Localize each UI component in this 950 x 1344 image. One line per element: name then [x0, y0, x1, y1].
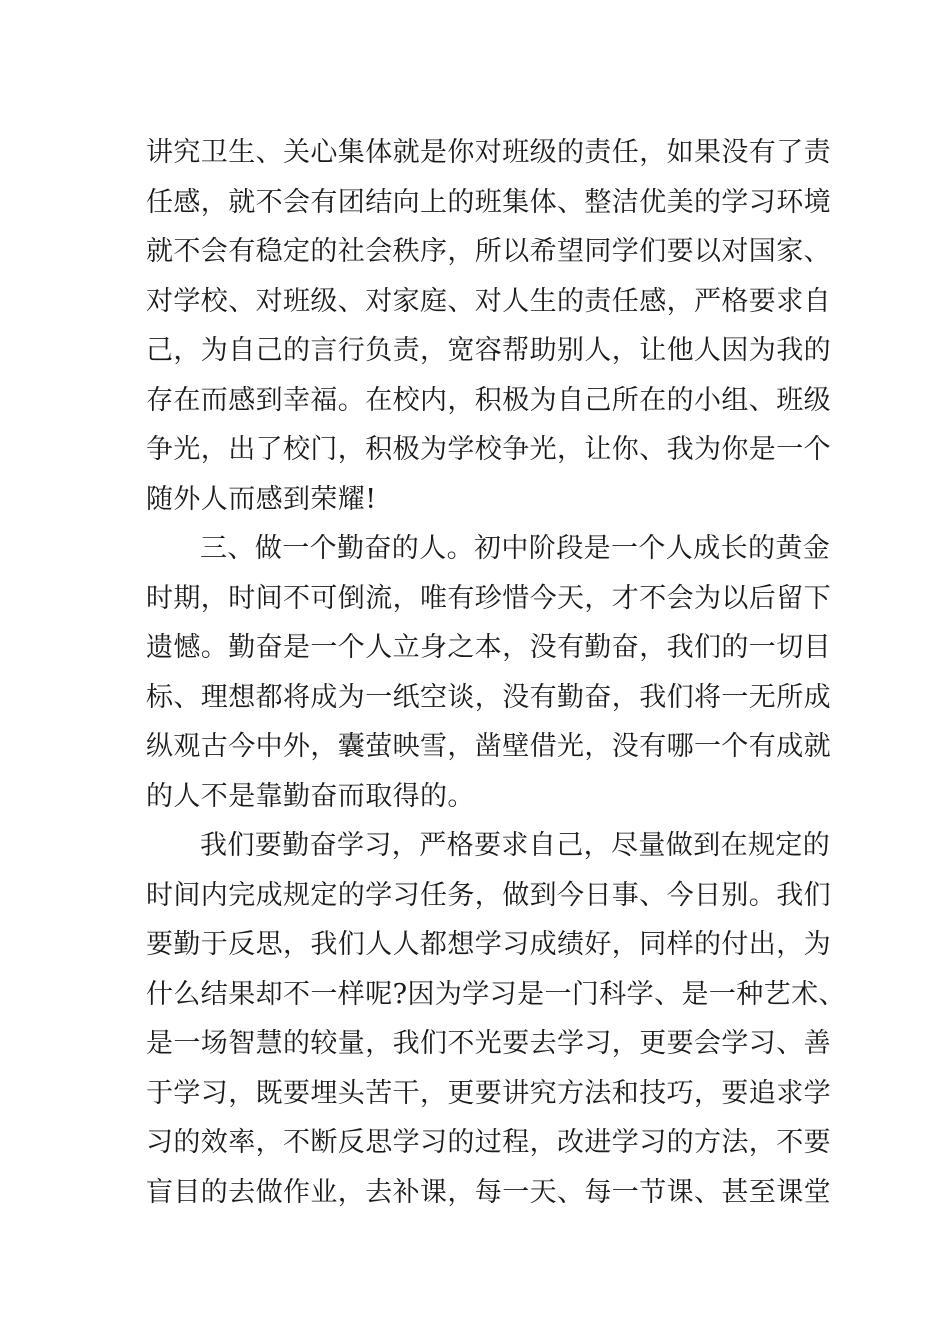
paragraph-start-line: 我们要勤奋学习，严格要求自己，尽量做到在规定的 [200, 830, 831, 861]
text-line: 的人不是靠勤奋而取得的。 [146, 780, 475, 812]
text-line: 对学校、对班级、对家庭、对人生的责任感，严格要求自 [146, 285, 831, 317]
text-line: 时期，时间不可倒流，唯有珍惜今天，才不会为以后留下 [146, 582, 831, 614]
text-line: 时间内完成规定的学习任务，做到今日事、今日别。我们 [146, 879, 831, 911]
paragraph-start-line: 三、做一个勤奋的人。初中阶段是一个人成长的黄金 [200, 533, 831, 564]
text-line: 是一场智慧的较量，我们不光要去学习，更要会学习、善 [146, 1028, 831, 1059]
text-line: 标、理想都将成为一纸空谈，没有勤奋，我们将一无所成 [146, 681, 831, 713]
document-body [146, 128, 846, 1217]
text-line: 要勤于反思，我们人人都想学习成绩好，同样的付出，为 [146, 929, 831, 960]
text-line: 盲目的去做作业，去补课，每一天、每一节课、甚至课堂 [146, 1176, 831, 1208]
text-line: 习的效率，不断反思学习的过程，改进学习的方法，不要 [146, 1127, 831, 1158]
text-line: 讲究卫生、关心集体就是你对班级的责任，如果没有了责 [146, 137, 831, 168]
text-line: 就不会有稳定的社会秩序，所以希望同学们要以对国家、 [146, 236, 831, 267]
text-line: 于学习，既要埋头苦干，更要讲究方法和技巧，要追求学 [146, 1077, 831, 1109]
text-line: 遗憾。勤奋是一个人立身之本，没有勤奋，我们的一切目 [146, 632, 831, 663]
text-line: 存在而感到幸福。在校内，积极为自己所在的小组、班级 [146, 384, 831, 416]
text-line: 随外人而感到荣耀! [146, 483, 377, 515]
text-line: 纵观古今中外，囊萤映雪，凿壁借光，没有哪一个有成就 [146, 731, 831, 762]
text-line: 任感，就不会有团结向上的班集体、整洁优美的学习环境 [146, 186, 831, 218]
text-line: 己，为自己的言行负责，宽容帮助别人，让他人因为我的 [146, 335, 831, 366]
text-line: 争光，出了校门，积极为学校争光，让你、我为你是一个 [146, 434, 831, 465]
text-line: 什么结果却不一样呢?因为学习是一门科学、是一种艺术、 [146, 978, 846, 1010]
